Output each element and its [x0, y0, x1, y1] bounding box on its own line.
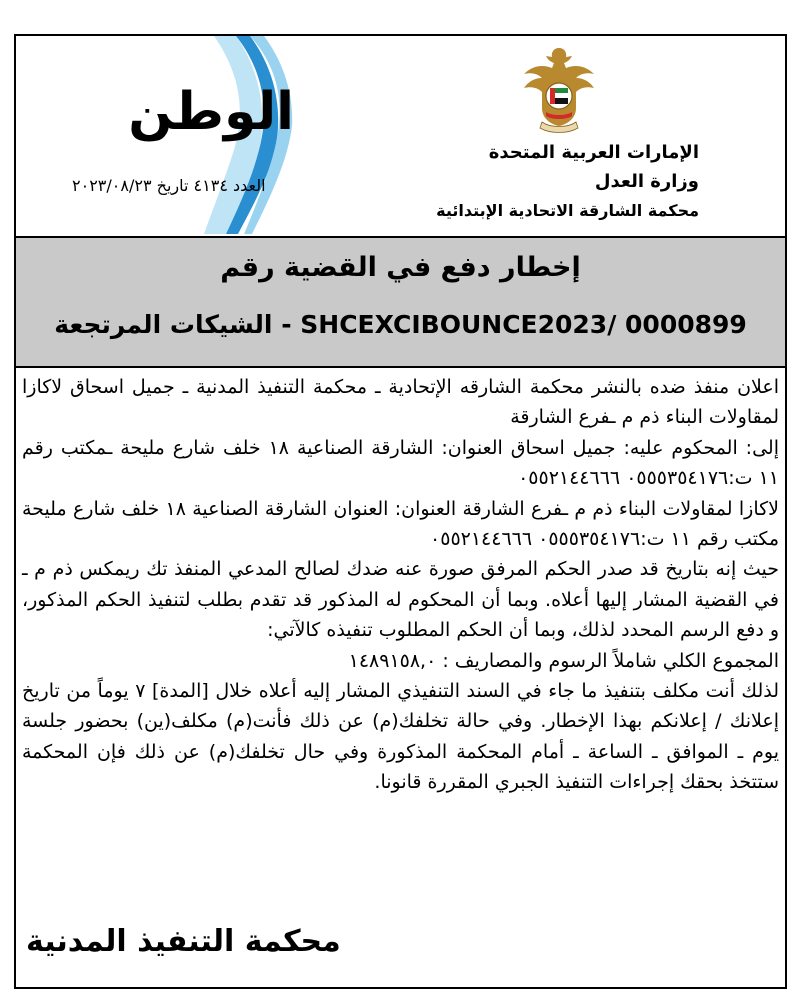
header: [16, 36, 785, 236]
paragraph-defendant-1: إلى: المحكوم عليه: جميل اسحاق العنوان: الشارقة الصناعية ١٨ خلف شارع مليحة ـمكتب رقم ١١ ت:٠٥٥٥٣٥٤١٧٦ ٠٥٥٢١٤٤٦٦٦: [22, 436, 779, 490]
notice-title: إخطار دفع في القضية رقم: [220, 252, 581, 283]
paragraph-judgment: حيث إنه بتاريخ قد صدر الحكم المرفق صورة عنه ضدك لصالح المدعي المنفذ تك ريمكس ذم م ـ في القضية المشار إليها أعلاه. وبما أن المحكوم له المذكور قد تقدم بطلب لتنفيذ الحكم المذكور، و دفع الرسم المحدد لذلك، وبما أن الحكم المطلوب تنفيذه كالآتي:: [22, 558, 779, 642]
case-number: SHCEXCIBOUNCE2023/ 0000899 - الشيكات المرتجعة: [54, 310, 747, 339]
government-heading: [399, 138, 699, 225]
paragraph-total: المجموع الكلي شاملاً الرسوم والمصاريف : ١٤٨٩١٥٨,٠: [348, 649, 779, 672]
court-signature: محكمة التنفيذ المدنية: [26, 924, 341, 959]
paragraph-defendant-2: لاكازا لمقاولات البناء ذم م ـفرع الشارقة العنوان: العنوان الشارقة الصناعية ١٨ خلف شارع مليحة مكتب رقم ١١ ت:٠٥٥٥٣٥٤١٧٦ ٠٥٥٢١٤٤٦٦٦: [22, 497, 779, 551]
notice-body: [22, 372, 779, 798]
country-name: الإمارات العربية المتحدة: [488, 142, 699, 163]
newspaper-name: الوطن: [128, 82, 294, 142]
court-name: محكمة الشارقة الاتحادية الإبتدائية: [436, 201, 699, 220]
notice-frame: [14, 34, 787, 989]
newspaper-logo: [64, 36, 314, 236]
ministry-name: وزارة العدل: [594, 171, 699, 192]
title-box: [16, 236, 785, 368]
issue-line: العدد ٤١٣٤ تاريخ ٢٠٢٣/٠٨/٢٣: [72, 176, 266, 195]
paragraph-intro: اعلان منفذ ضده بالنشر محكمة الشارقه الإتحادية ـ محكمة التنفيذ المدنية ـ جميل اسحاق لاكازا لمقاولات البناء ذم م ـفرع الشارقة: [22, 376, 779, 429]
paragraph-obligation: لذلك أنت مكلف بتنفيذ ما جاء في السند التنفيذي المشار إليه أعلاه خلال [المدة] ٧ يوماً من تاريخ إعلانك / إعلانكم بهذا الإخطار. وفي حالة تخلفك(م) عن ذلك فأنت(م) مكلف(ين) بحضور جلسة يوم ـ الموافق ـ الساعة ـ أمام المحكمة المذكورة وفي حال تخلفك(م) عن ذلك فإن المحكمة ستتخذ بحقك إجراءات التنفيذ الجبري المقررة قانونا.: [22, 680, 779, 794]
uae-emblem-icon: [520, 42, 598, 134]
